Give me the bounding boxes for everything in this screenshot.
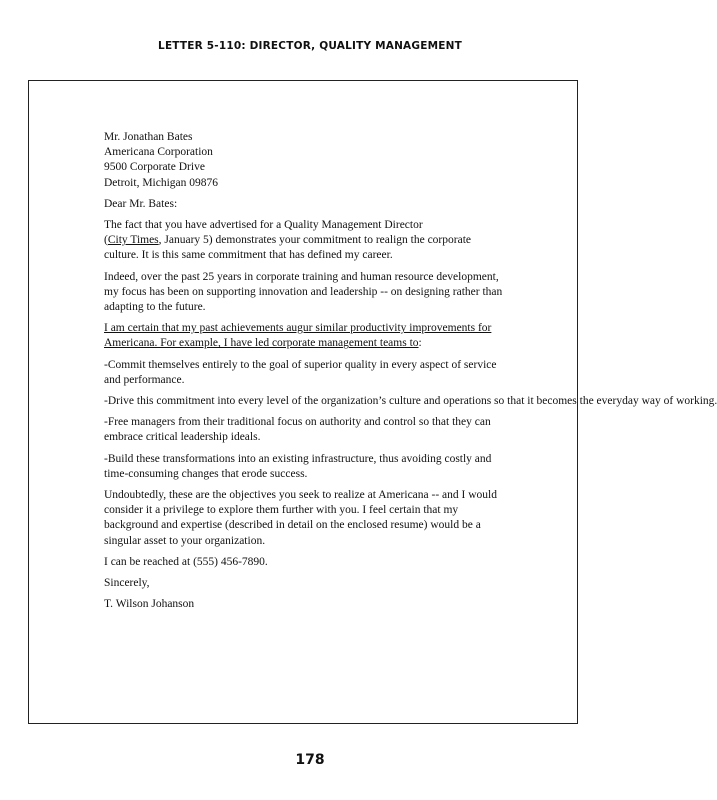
paragraph-intro-paren: ( — [104, 234, 108, 247]
paragraph-intro — [104, 218, 504, 264]
list-item: -Build these transformations into an existing infrastructure, thus avoiding costly and time-consuming changes that erode success. — [104, 452, 492, 480]
recipient-street: 9500 Corporate Drive — [104, 161, 205, 174]
closing: Sincerely, — [104, 577, 150, 590]
recipient-name: Mr. Jonathan Bates — [104, 131, 193, 143]
list-item: -Commit themselves entirely to the goal of superior quality in every aspect of service and performance. — [104, 358, 497, 386]
paragraph-closing: Undoubtedly, these are the objectives you seek to realize at Americana -- and I would consider it a privilege to explore them further with you. I feel certain that my background and expertise (described in detail on the enclosed resume) would be a singular asset to your organization. — [104, 489, 497, 547]
list-item-text: -Drive this commitment into every level of the organization’s culture and operations so that it becomes the everyday way of working. — [104, 395, 717, 408]
list-item — [104, 394, 717, 409]
page-number: 178 — [295, 752, 325, 768]
letter-body — [104, 130, 717, 618]
achievements-tail: : — [418, 337, 422, 350]
signature: T. Wilson Johanson — [104, 598, 195, 611]
recipient-company: Americana Corporation — [104, 146, 213, 159]
paragraph-intro-rest: , January 5) demonstrates your commitment to realign the corporate culture. It is this same commitment that has defined my career. — [104, 234, 471, 262]
contact-line: I can be reached at (555) 456-7890. — [104, 555, 268, 568]
salutation: Dear Mr. Bates: — [104, 197, 178, 210]
page-title: LETTER 5-110: DIRECTOR, QUALITY MANAGEMENT — [158, 40, 462, 52]
list-item: -Free managers from their traditional focus on authority and control so that they can embrace critical leadership ideals. — [104, 416, 491, 444]
publication-name: City Times — [107, 234, 159, 247]
recipient-city: Detroit, Michigan 09876 — [104, 176, 219, 189]
achievements-underlined: I am certain that my past achievements augur similar productivity improvements for Americana. For example, I have led corporate management teams to — [104, 322, 492, 350]
paragraph-achievements — [104, 321, 504, 351]
paragraph-intro-line1: The fact that you have advertised for a Quality Management Director — [104, 219, 423, 232]
paragraph-experience: Indeed, over the past 25 years in corporate training and human resource development, my focus has been on supporting innovation and leadership -- on designing rather than adapting to the future. — [104, 270, 503, 314]
recipient-address — [104, 130, 504, 191]
letter-frame — [28, 80, 717, 724]
